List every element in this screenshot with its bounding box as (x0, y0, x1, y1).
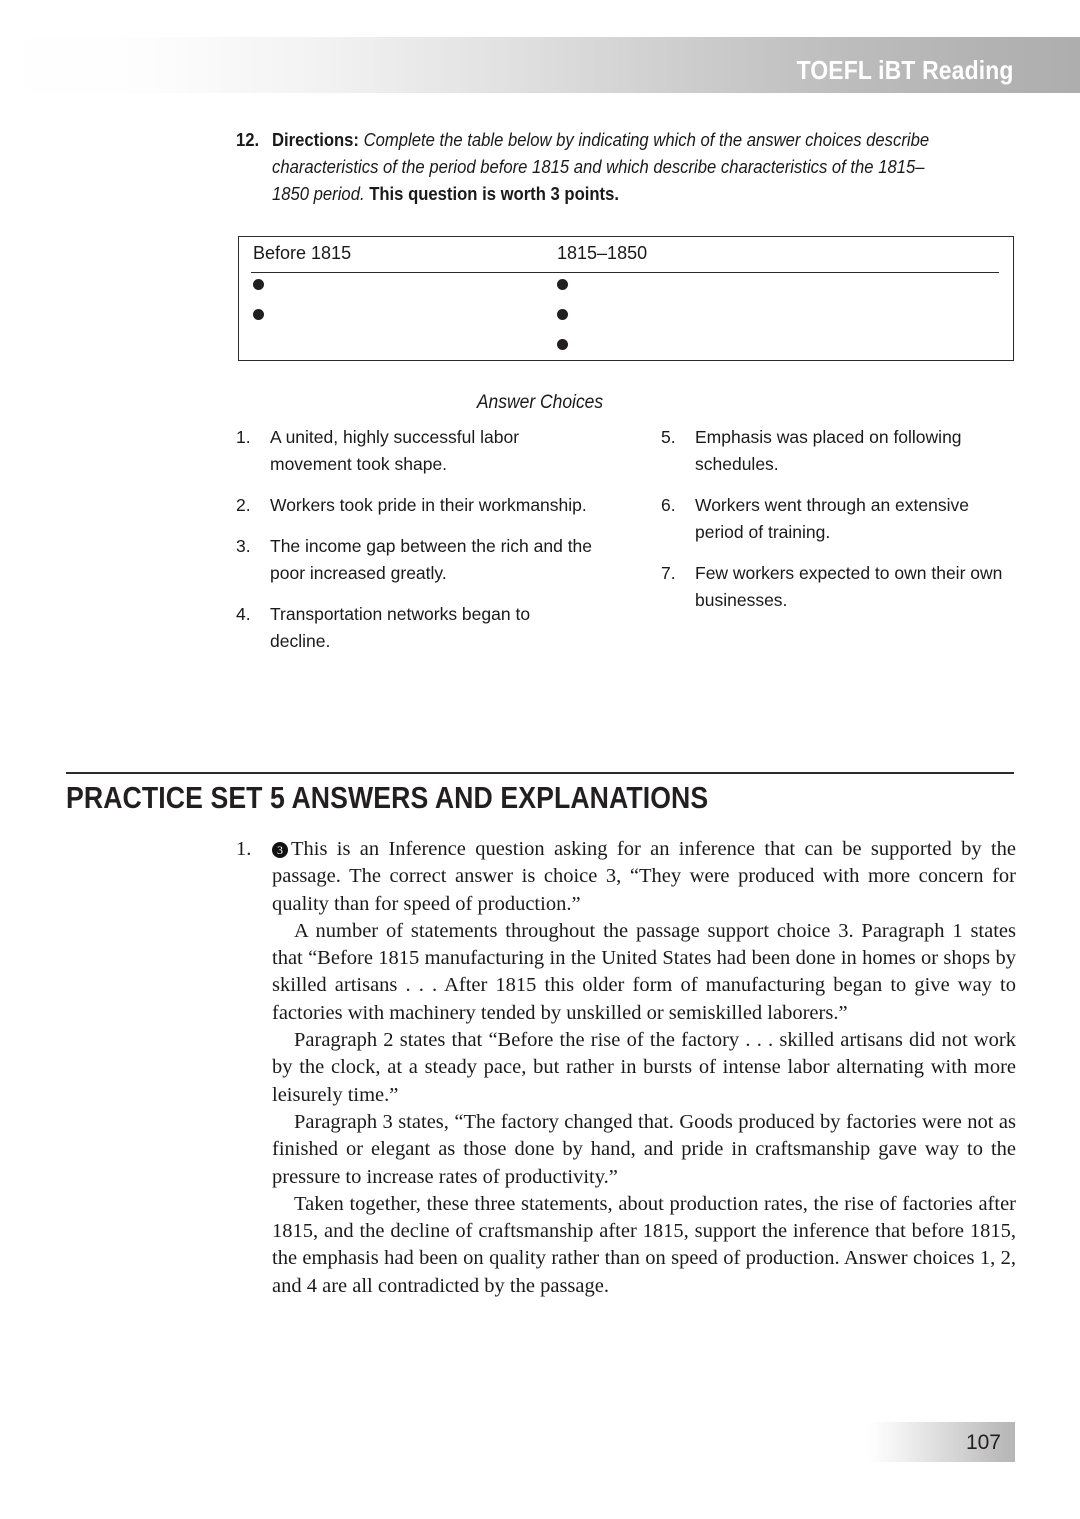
answer-choice-text: The income gap between the rich and the poor increased greatly. (270, 536, 593, 583)
answer-choice-3[interactable] (236, 533, 595, 587)
section-heading-rule (66, 772, 1014, 774)
answer-choices-right-column (661, 424, 1020, 669)
bullet-icon[interactable] (557, 279, 568, 290)
explanation-paragraph-4: Paragraph 3 states, “The factory changed that. Goods produced by factories were not as finished or elegant as those done by hand, and pride in craftsmanship gave way to the pressure to increase rates of productivity.” (272, 1110, 1016, 1188)
explanation-block (236, 836, 1016, 1300)
explanation-paragraph-1 (272, 836, 1016, 918)
circled-answer-number-icon: 3 (272, 842, 288, 858)
answer-choice-4[interactable] (236, 601, 595, 655)
answer-choice-number: 5. (661, 427, 676, 447)
answer-choice-2[interactable] (236, 492, 595, 519)
bullet-icon[interactable] (557, 309, 568, 320)
question-directions-text (272, 126, 945, 207)
question-number: 12. (236, 129, 260, 150)
answer-choice-7[interactable] (661, 560, 1020, 614)
explanation-paragraph-2: A number of statements throughout the passage support choice 3. Paragraph 1 states that “Before 1815 manufacturing in the United States had been done in homes or shops by skilled artisans . . . After 1815 this older form of manufacturing began to give way to factories with machinery tended by unskilled or semiskilled laborers.” (272, 919, 1016, 1024)
directions-points-note: This question is worth 3 points. (369, 183, 619, 204)
answer-choice-text: Transportation networks began to decline. (270, 604, 531, 651)
answer-choice-text: Workers went through an extensive period of training. (695, 495, 969, 542)
answer-choice-number: 1. (236, 427, 251, 447)
bullet-icon[interactable] (253, 309, 264, 320)
table-header-rule (251, 272, 999, 273)
answer-choice-6[interactable] (661, 492, 1020, 546)
question-directions-block (236, 126, 1020, 207)
table-column-header-before-1815: Before 1815 (253, 243, 352, 263)
page-number: 107 (965, 1431, 1001, 1454)
table-column-header-1815-1850: 1815–1850 (557, 243, 648, 263)
answer-choice-5[interactable] (661, 424, 1020, 478)
answer-choice-number: 7. (661, 563, 676, 583)
answer-choice-number: 6. (661, 495, 676, 515)
bullet-icon[interactable] (253, 279, 264, 290)
answer-choices-left-column (236, 424, 595, 669)
answer-choice-text: Workers took pride in their workmanship. (270, 495, 587, 515)
answer-choice-text: Emphasis was placed on following schedules. (695, 427, 962, 474)
directions-instructions: Complete the table below by indicating which of the answer choices describe characteristics of the period before 1815 and which describe characteristics of the 1815–1850 period. (272, 129, 930, 204)
answer-choices-grid (236, 424, 1020, 669)
explanation-paragraph-5: Taken together, these three statements, about production rates, the rise of factories after 1815, and the decline of craftsmanship after 1815, support the inference that before 1815, the emphasis had been on quality rather than on speed of production. Answer choices 1, 2, and 4 are all contradicted by the passage. (272, 1192, 1016, 1297)
answer-choice-1[interactable] (236, 424, 595, 478)
directions-label: Directions: (272, 129, 359, 150)
explanation-number: 1. (236, 838, 252, 860)
question-row (236, 126, 1020, 207)
classification-table[interactable] (238, 236, 1014, 361)
explanation-body (272, 836, 1016, 1300)
answer-choice-text: A united, highly successful labor movement took shape. (270, 427, 520, 474)
answer-choice-number: 4. (236, 604, 251, 624)
table-header-row (239, 237, 1013, 275)
answer-choice-number: 3. (236, 536, 251, 556)
page-number-bar (868, 1422, 1015, 1462)
answer-choice-number: 2. (236, 495, 251, 515)
table-slots-before-1815[interactable] (253, 279, 264, 339)
section-heading: PRACTICE SET 5 ANSWERS AND EXPLANATIONS (66, 780, 709, 815)
explanation-paragraph-3: Paragraph 2 states that “Before the rise of the factory . . . skilled artisans did not work by the clock, at a steady pace, but rather in bursts of intense labor alternating with more leisurely time.” (272, 1029, 1016, 1106)
running-head-title: TOEFL iBT Reading (797, 55, 1014, 85)
bullet-icon[interactable] (557, 339, 568, 350)
table-slots-1815-1850[interactable] (557, 279, 568, 369)
answer-choice-text: Few workers expected to own their own businesses. (695, 563, 1003, 610)
answer-choices-title: Answer Choices (476, 392, 604, 413)
explanation-paragraph-text: This is an Inference question asking for an inference that can be supported by the passage. The correct answer is choice 3, “They were produced with more concern for quality than for speed of production.” (272, 838, 1016, 915)
